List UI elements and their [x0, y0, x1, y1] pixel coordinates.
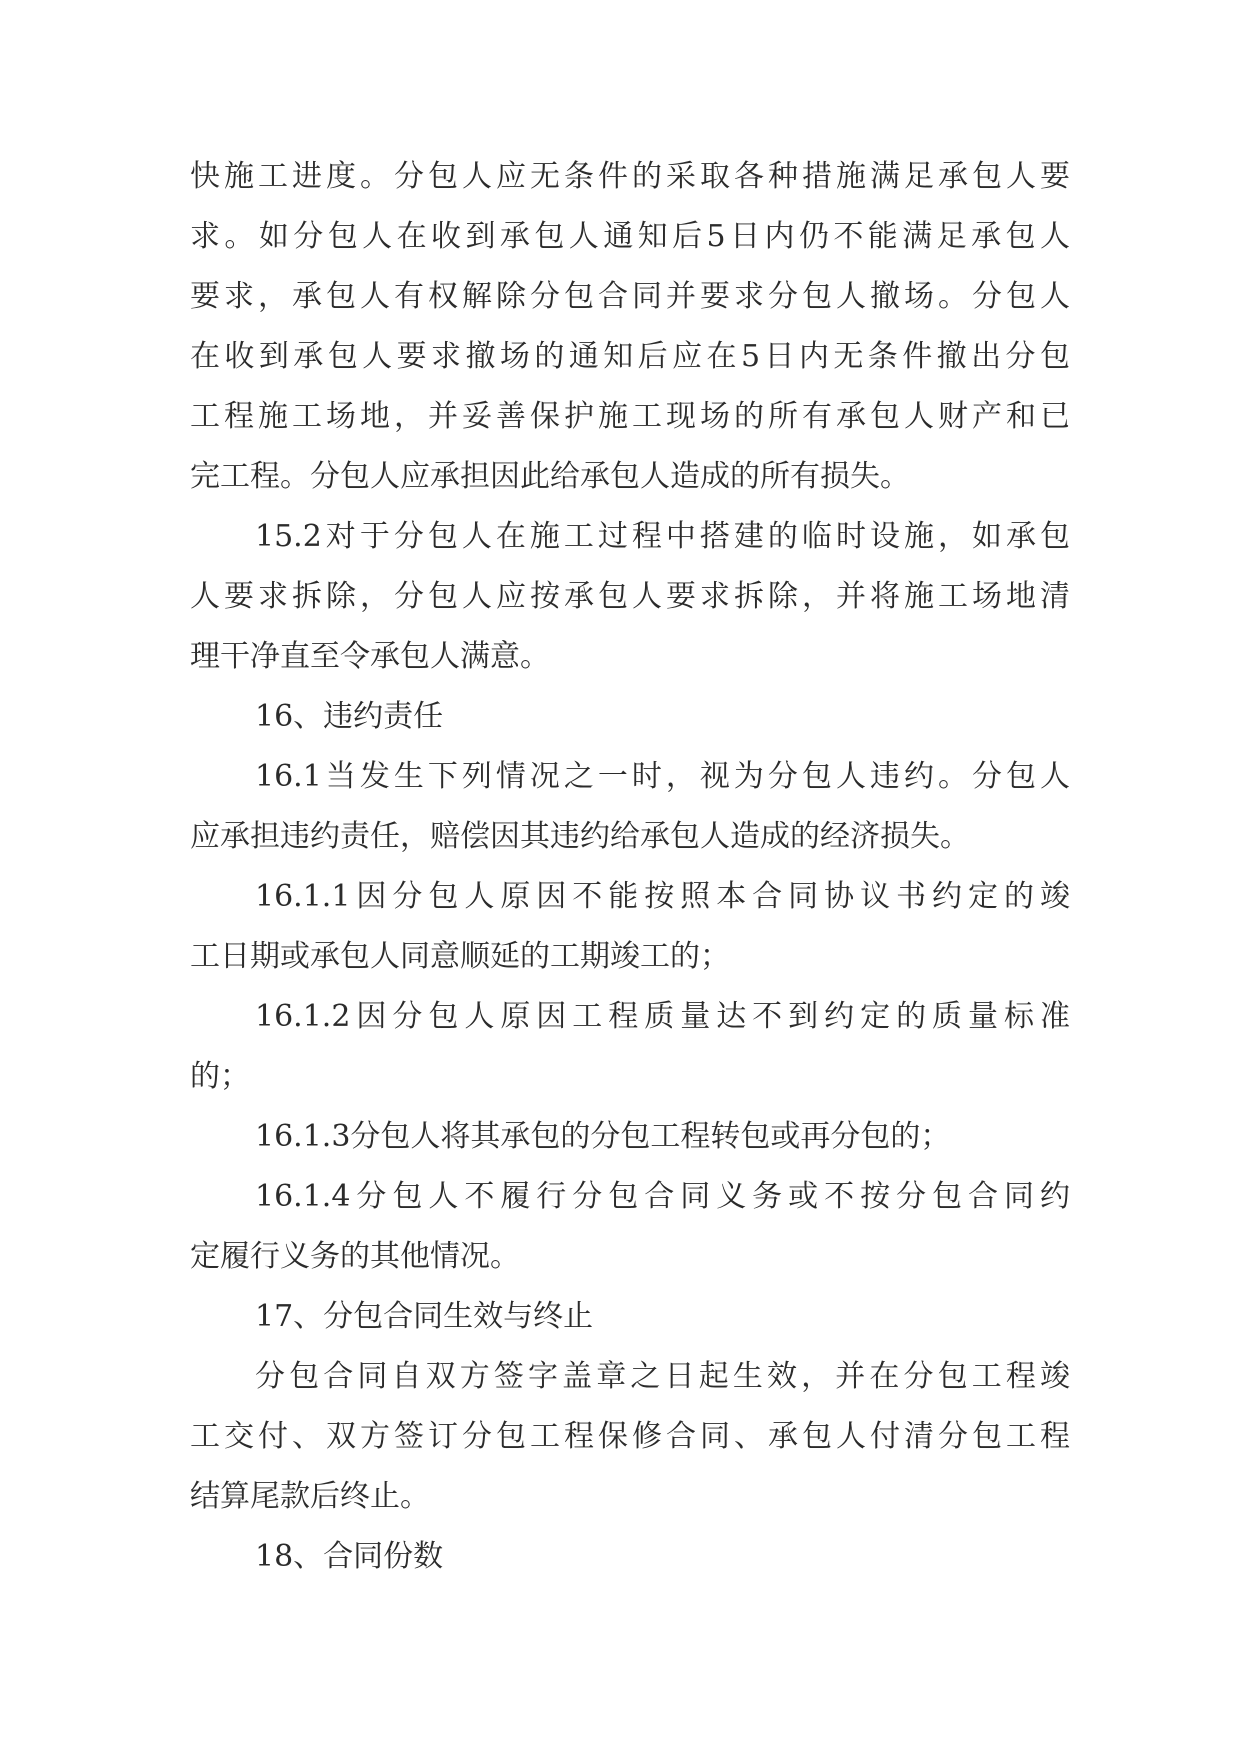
clause-16-1-line: 应承担违约责任，赔偿因其违约给承包人造成的经济损失。 [190, 819, 970, 854]
section-18-heading: 18、合同份数 [255, 1539, 444, 1574]
clause-16-1-line: 16.1当发生下列情况之一时，视为分包人违约。分包人 [255, 759, 1070, 794]
body-text-line: 要求，承包人有权解除分包合同并要求分包人撤场。分包人 [190, 279, 1070, 314]
clause-16-1-3-line: 16.1.3分包人将其承包的分包工程转包或再分包的； [255, 1119, 951, 1154]
clause-15-2-line: 理干净直至令承包人满意。 [190, 639, 550, 674]
clause-16-1-2-line: 16.1.2因分包人原因工程质量达不到约定的质量标准 [255, 999, 1070, 1034]
body-text-line: 工程施工场地，并妥善保护施工现场的所有承包人财产和已 [190, 399, 1070, 434]
section-17-body-line: 结算尾款后终止。 [190, 1479, 430, 1514]
body-text-line: 完工程。分包人应承担因此给承包人造成的所有损失。 [190, 459, 910, 494]
body-text-line: 在收到承包人要求撤场的通知后应在5日内无条件撤出分包 [190, 339, 1070, 374]
section-17-body-line: 工交付、双方签订分包工程保修合同、承包人付清分包工程 [190, 1419, 1070, 1454]
section-17-body-line: 分包合同自双方签字盖章之日起生效，并在分包工程竣 [255, 1359, 1070, 1394]
clause-16-1-1-line: 工日期或承包人同意顺延的工期竣工的； [190, 939, 730, 974]
section-16-heading: 16、违约责任 [255, 699, 444, 734]
clause-15-2-line: 人要求拆除，分包人应按承包人要求拆除，并将施工场地清 [190, 579, 1070, 614]
clause-16-1-1-line: 16.1.1因分包人原因不能按照本合同协议书约定的竣 [255, 879, 1070, 914]
clause-15-2-line: 15.2对于分包人在施工过程中搭建的临时设施，如承包 [255, 519, 1070, 554]
clause-16-1-4-line: 16.1.4分包人不履行分包合同义务或不按分包合同约 [255, 1179, 1070, 1214]
section-17-heading: 17、分包合同生效与终止 [255, 1299, 594, 1334]
clause-16-1-4-line: 定履行义务的其他情况。 [190, 1239, 520, 1274]
clause-16-1-2-line: 的； [190, 1059, 250, 1094]
body-text-line: 求。如分包人在收到承包人通知后5日内仍不能满足承包人 [190, 219, 1070, 254]
body-text-line: 快施工进度。分包人应无条件的采取各种措施满足承包人要 [190, 159, 1070, 194]
